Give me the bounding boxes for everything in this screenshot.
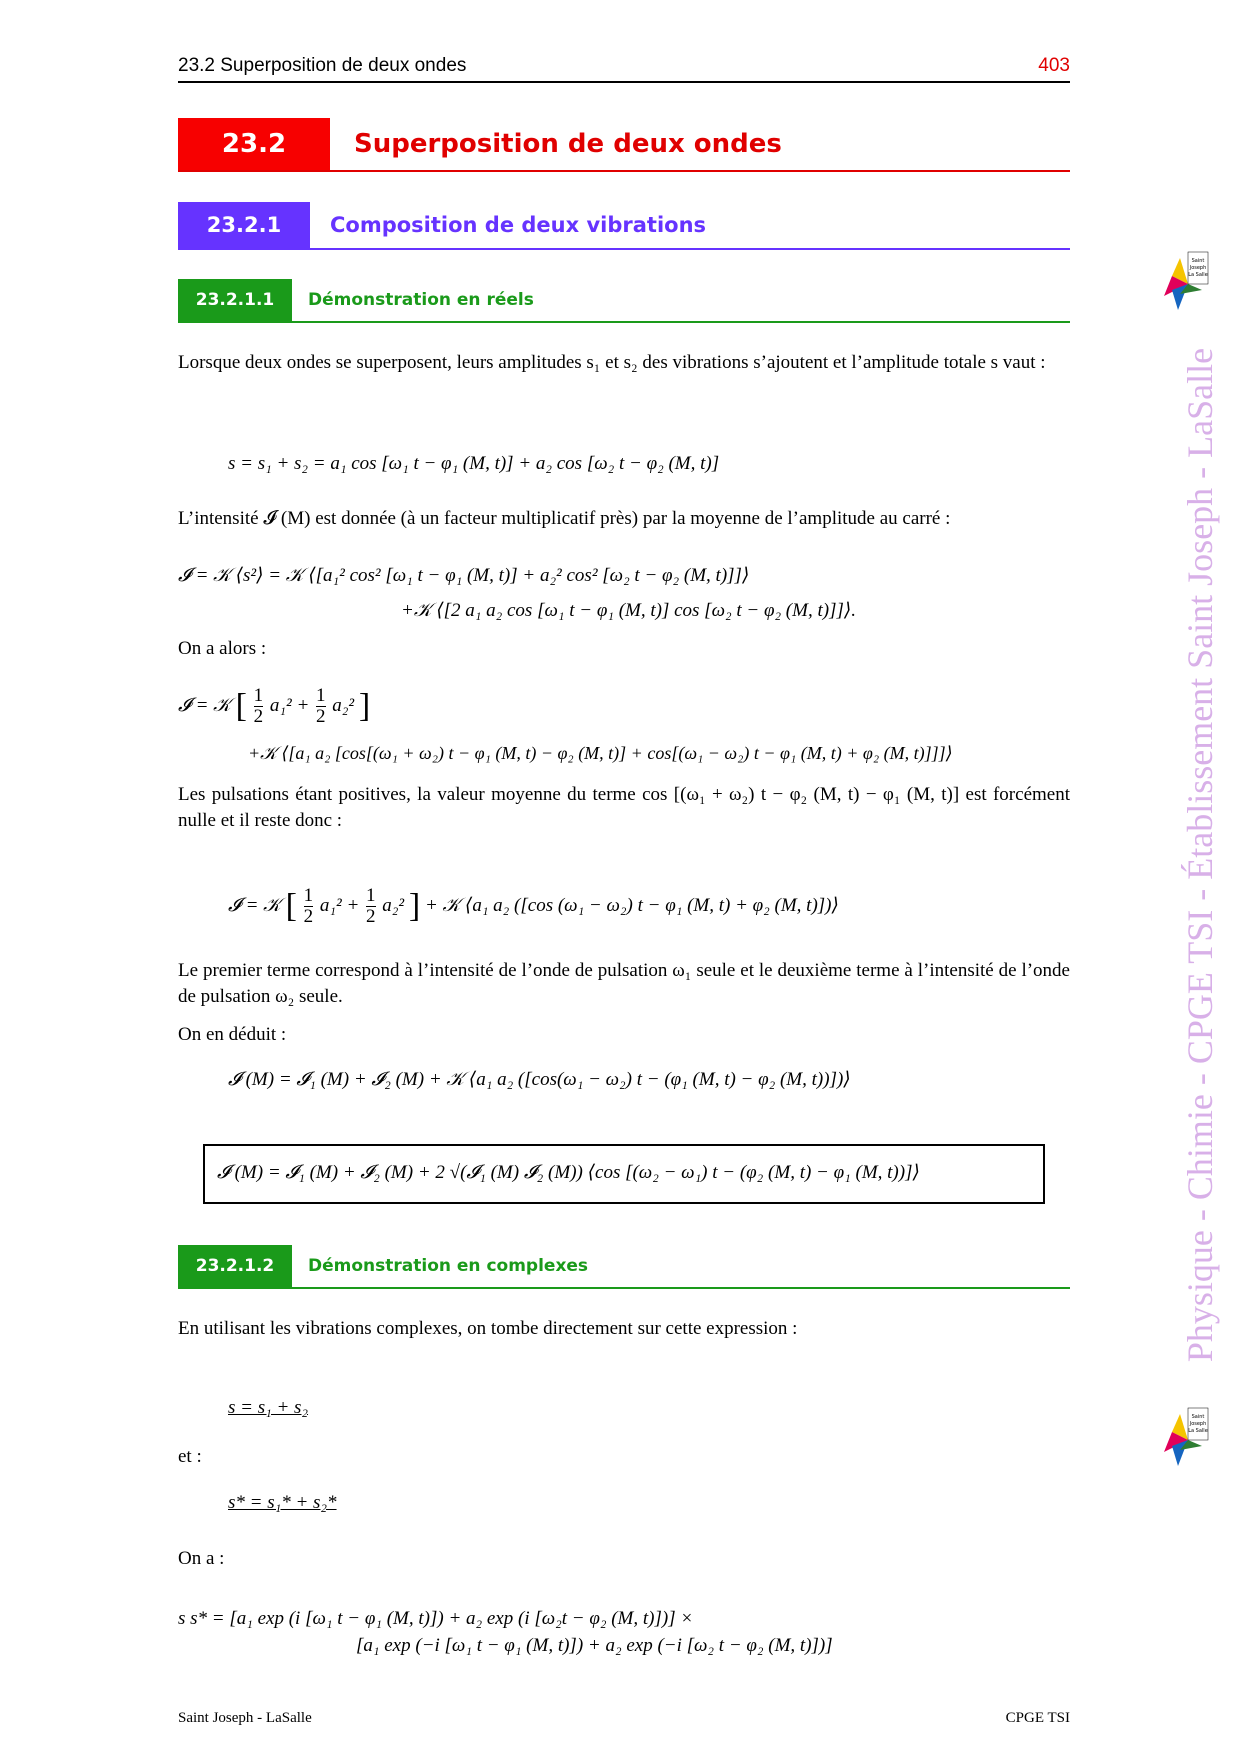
term-a2-squared: a₂² (382, 894, 405, 916)
subsection-heading (178, 202, 1070, 250)
paragraph-on-a: On a : (178, 1548, 225, 1569)
fraction-half: $\frac{1}{2}$ (253, 685, 264, 727)
footer-left: Saint Joseph - LaSalle (178, 1710, 312, 1726)
paragraph-complex: En utilisant les vibrations complexes, on tombe directement sur cette expression : (178, 1318, 798, 1339)
paragraph-on-a-alors: On a alors : (178, 638, 267, 659)
svg-text:Saint: Saint (1191, 1414, 1205, 1420)
paragraph-intro: Lorsque deux ondes se superposent, leurs amplitudes s₁ et s₂ des vibrations s’ajoutent et l’amplitude totale s vaut : (178, 352, 1046, 373)
paragraph-interpretation: Le premier terme correspond à l’intensité de l’onde de pulsation ω₁ seule et le deuxième terme à l’intensité de l’onde de pulsation ω₂ seule. (178, 960, 1070, 1007)
school-logo-top (1158, 250, 1212, 314)
subsection-number: 23.2.1 (178, 202, 310, 248)
bracket-open: [ (285, 887, 297, 925)
term-a2-squared: a₂² (332, 694, 355, 716)
equation-product-line2: [a₁ exp (−i [ω₁ t − φ₁ (M, t)]) + a₂ exp (−i [ω₂ t − φ₂ (M, t)])] (356, 1635, 833, 1656)
fraction-half: $\frac{1}{2}$ (366, 885, 376, 927)
running-head-title: 23.2 Superposition de deux ondes (178, 55, 467, 76)
equation-complex-sum: s = s₁ + s₂ (228, 1397, 309, 1418)
bracket-open: [ (235, 687, 247, 725)
paragraph-on-en-deduit: On en déduit : (178, 1024, 287, 1045)
equation-halfsum (178, 686, 370, 727)
subsubsection-heading-complexes (178, 1245, 1070, 1289)
bracket-close: ] (408, 887, 421, 925)
paragraph-et: et : (178, 1446, 202, 1467)
equation-deduction: 𝓘 (M) = 𝓘₁ (M) + 𝓘₂ (M) + 𝒦 ⟨a₁ a₂ ([cos(ω₁ − ω₂) t − (φ₁ (M, t) − φ₂ (M, t))])⟩ (228, 1069, 851, 1090)
plus-sign: + (346, 894, 360, 916)
bracket-close: ] (358, 687, 371, 725)
boxed-equation: 𝓘 (M) = 𝓘₁ (M) + 𝓘₂ (M) + 2 √(𝓘₁ (M) 𝓘₂ (M)) ⟨cos [(ω₂ − ω₁) t − (φ₂ (M, t) − φ₁ (M, t))]⟩ (217, 1162, 920, 1183)
equation-remaining (228, 886, 839, 927)
fraction-half: $\frac{1}{2}$ (316, 685, 326, 727)
star-logo-icon (1158, 250, 1212, 314)
equation-remaining-rhs: + 𝒦 ⟨a₁ a₂ ([cos (ω₁ − ω₂) t − φ₁ (M, t) + φ₂ (M, t)])⟩ (424, 894, 839, 916)
page-number: 403 (1038, 55, 1070, 76)
plus-sign: + (296, 694, 310, 716)
svg-text:La Salle: La Salle (1188, 1428, 1208, 1434)
fraction-half: $\frac{1}{2}$ (303, 885, 314, 927)
equation-conjugate-sum: s* = s₁* + s₂* (228, 1492, 337, 1513)
section-title: Superposition de deux ondes (354, 129, 782, 159)
side-watermark-text: Physique - Chimie - CPGE TSI - Établissement Saint Joseph - LaSalle (1180, 347, 1220, 1363)
svg-text:Joseph: Joseph (1189, 265, 1207, 271)
school-logo-bottom (1158, 1406, 1212, 1470)
term-a1-squared: a₁² (319, 894, 342, 916)
subsubsection-heading-reels (178, 279, 1070, 323)
equation-remaining-lhs: 𝓘 = 𝒦 (228, 894, 281, 916)
equation-halfsum-lhs: 𝓘 = 𝒦 (178, 694, 231, 716)
term-a1-squared: a₁² (269, 694, 292, 716)
side-watermark (1180, 320, 1220, 1390)
section-number: 23.2 (178, 118, 330, 170)
equation-intensity-line1: 𝓘 = 𝒦 ⟨s²⟩ = 𝒦 ⟨[a₁² cos² [ω₁ t − φ₁ (M, t)] + a₂² cos² [ω₂ t − φ₂ (M, t)]]⟩ (178, 565, 750, 586)
svg-text:La Salle: La Salle (1188, 272, 1208, 278)
equation-cross-term: +𝒦 ⟨[a₁ a₂ [cos[(ω₁ + ω₂) t − φ₁ (M, t) − φ₂ (M, t)] + cos[(ω₁ − ω₂) t − φ₁ (M, t) + φ₂ (M, t)]]]⟩ (248, 743, 953, 763)
paragraph-intensity: L’intensité 𝓘 (M) est donnée (à un facteur multiplicatif près) par la moyenne de l’amplitude au carré : (178, 508, 951, 529)
svg-text:Joseph: Joseph (1189, 1421, 1207, 1427)
equation-product-line1: s s* = [a₁ exp (i [ω₁ t − φ₁ (M, t)]) + a₂ exp (i [ω₂t − φ₂ (M, t)])] × (178, 1608, 694, 1629)
subsection-title: Composition de deux vibrations (330, 213, 707, 237)
svg-text:Saint: Saint (1191, 258, 1205, 264)
paragraph-pulsations: Les pulsations étant positives, la valeur moyenne du terme cos [(ω₁ + ω₂) t − φ₂ (M, t) − φ₁ (M, t)] est forcément nulle et il reste donc : (178, 784, 1070, 831)
equation-sum: s = s₁ + s₂ = a₁ cos [ω₁ t − φ₁ (M, t)] + a₂ cos [ω₂ t − φ₂ (M, t)] (228, 453, 720, 474)
subsubsection-number: 23.2.1.2 (178, 1245, 292, 1287)
footer-right: CPGE TSI (1005, 1710, 1070, 1726)
subsubsection-number: 23.2.1.1 (178, 279, 292, 321)
star-logo-icon (1158, 1406, 1212, 1470)
subsubsection-title: Démonstration en réels (308, 290, 534, 310)
boxed-result (203, 1144, 1045, 1204)
subsubsection-title: Démonstration en complexes (308, 1256, 589, 1276)
equation-intensity-line2: +𝒦 ⟨[2 a₁ a₂ cos [ω₁ t − φ₁ (M, t)] cos [ω₂ t − φ₂ (M, t)]]⟩. (401, 600, 857, 621)
running-head (178, 55, 1070, 83)
section-heading (178, 118, 1070, 172)
